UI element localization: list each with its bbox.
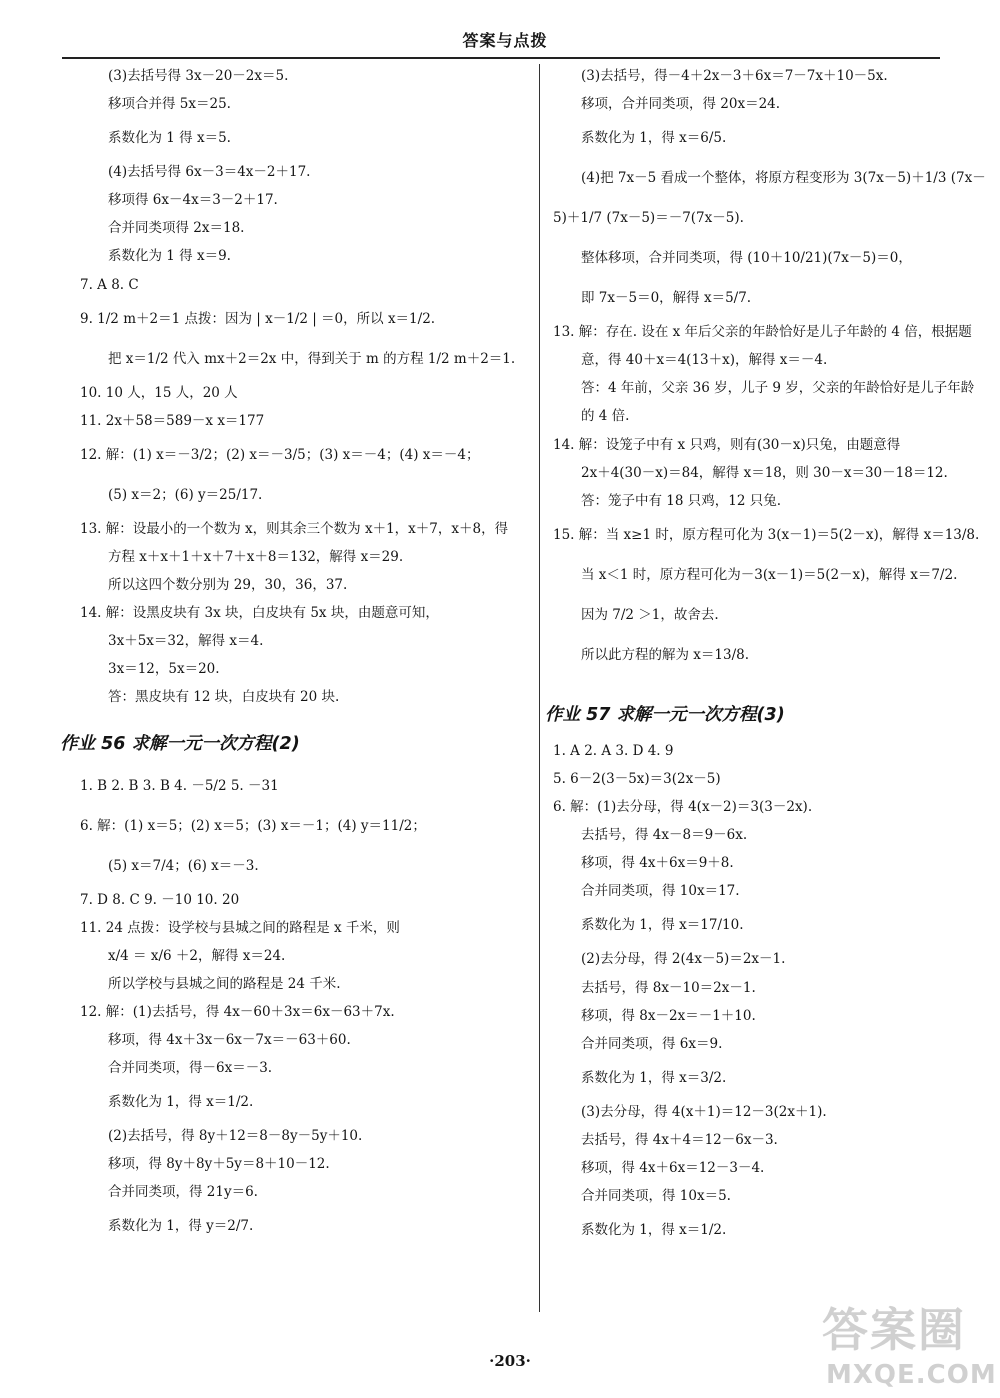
answer-line: 6. 解：(1) x＝5；(2) x＝5；(3) x＝－1；(4) y＝11/2； bbox=[80, 817, 426, 834]
answer-line: 15. 解：当 x≥1 时，原方程可化为 3(x－1)＝5(2－x)，解得 x＝13/8. bbox=[553, 526, 980, 543]
answer-line: 所以此方程的解为 x＝13/8. bbox=[581, 646, 750, 663]
answer-line: (2)去分母，得 2(4x－5)＝2x－1. bbox=[581, 951, 786, 968]
answer-line: 14. 解：设黑皮块有 3x 块，白皮块有 5x 块，由题意可知， bbox=[80, 605, 439, 622]
answer-line: 合并同类项，得－6x＝－3. bbox=[108, 1060, 273, 1077]
watermark-url: MXQE.COM bbox=[826, 1360, 997, 1390]
answer-line: 移项，得 8x－2x＝－1＋10. bbox=[581, 1007, 756, 1024]
answer-line: 方程 x＋x＋1＋x＋7＋x＋8＝132，解得 x＝29. bbox=[108, 548, 404, 565]
answer-line: 2x＋4(30－x)＝84，解得 x＝18，则 30－x＝30－18＝12. bbox=[581, 464, 948, 481]
answer-line: (2)去括号，得 8y＋12＝8－8y－5y＋10. bbox=[108, 1128, 363, 1145]
answer-line: 5)＋1/7 (7x－5)＝－7(7x－5). bbox=[553, 210, 744, 227]
answer-line: (4)把 7x－5 看成一个整体，将原方程变形为 3(7x－5)＋1/3 (7x－ bbox=[581, 170, 986, 187]
answer-line: 12. 解：(1)去括号，得 4x－60＋3x＝6x－63＋7x. bbox=[80, 1003, 395, 1020]
answer-line: 去括号，得 4x＋4＝12－6x－3. bbox=[581, 1131, 778, 1148]
answer-line: 合并同类项，得 6x＝9. bbox=[581, 1035, 723, 1052]
answer-line: 6. 解：(1)去分母，得 4(x－2)＝3(3－2x). bbox=[553, 799, 813, 816]
watermark-logo bbox=[800, 1303, 997, 1394]
answer-line: 移项合并得 5x＝25. bbox=[108, 96, 231, 113]
answer-line: 系数化为 1，得 x＝3/2. bbox=[581, 1069, 727, 1086]
column-divider bbox=[539, 64, 540, 1312]
answer-line: 合并同类项，得 10x＝5. bbox=[581, 1188, 731, 1205]
page-number: ·203· bbox=[489, 1352, 531, 1370]
answer-line: 12. 解：(1) x＝－3/2；(2) x＝－3/5；(3) x＝－4；(4) x＝－4； bbox=[80, 446, 480, 463]
answer-line: 系数化为 1 得 x＝9. bbox=[108, 248, 231, 265]
answer-line: 去括号，得 4x－8＝9－6x. bbox=[581, 827, 748, 844]
answer-line: 移项得 6x－4x＝3－2＋17. bbox=[108, 192, 278, 209]
page-header: 答案与点拨 bbox=[462, 31, 548, 50]
answer-line: 答：笼子中有 18 只鸡，12 只兔. bbox=[581, 492, 782, 509]
answer-line: 所以学校与县城之间的路程是 24 千米. bbox=[108, 975, 341, 992]
section-title-57: 作业 57 求解一元一次方程(3) bbox=[545, 704, 785, 725]
answer-line: (5) x＝2；(6) y＝25/17. bbox=[108, 486, 263, 503]
answer-line: 的 4 倍. bbox=[581, 408, 630, 425]
answer-line: 答：黑皮块有 12 块，白皮块有 20 块. bbox=[108, 689, 340, 706]
answer-line: 因为 7/2 ＞1，故舍去. bbox=[581, 606, 719, 623]
answer-line: 11. 24 点拨：设学校与县城之间的路程是 x 千米，则 bbox=[80, 919, 400, 936]
answer-line: 所以这四个数分别为 29，30，36，37. bbox=[108, 577, 348, 594]
answer-line: 系数化为 1，得 x＝1/2. bbox=[581, 1222, 727, 1239]
answer-line: 去括号，得 8x－10＝2x－1. bbox=[581, 979, 756, 996]
answer-line: 14. 解：设笼子中有 x 只鸡，则有(30－x)只兔，由题意得 bbox=[553, 436, 901, 453]
answer-line: 意，得 40＋x＝4(13＋x)，解得 x＝－4. bbox=[581, 352, 828, 369]
answer-line: 系数化为 1，得 x＝6/5. bbox=[581, 130, 727, 147]
answer-line: 13. 解：存在. 设在 x 年后父亲的年龄恰好是儿子年龄的 4 倍，根据题 bbox=[553, 324, 972, 341]
answer-line: 10. 10 人，15 人，20 人 bbox=[80, 384, 238, 401]
answer-line: 合并同类项，得 10x＝17. bbox=[581, 883, 740, 900]
answer-line: x/4 ＝ x/6 ＋2，解得 x＝24. bbox=[108, 947, 286, 964]
left-column bbox=[60, 62, 528, 1246]
answer-line: (3)去括号，得－4＋2x－3＋6x＝7－7x＋10－5x. bbox=[581, 68, 888, 84]
answer-line: 移项，合并同类项，得 20x＝24. bbox=[581, 96, 781, 113]
answer-line: 移项，得 4x＋6x＝12－3－4. bbox=[581, 1159, 765, 1176]
answer-line: 13. 解：设最小的一个数为 x，则其余三个数为 x＋1，x＋7，x＋8，得 bbox=[80, 520, 509, 537]
answer-line: 当 x＜1 时，原方程可化为－3(x－1)＝5(2－x)，解得 x＝7/2. bbox=[581, 566, 958, 583]
answer-line: 答：4 年前，父亲 36 岁，儿子 9 岁，父亲的年龄恰好是儿子年龄 bbox=[581, 380, 975, 397]
answer-line: 系数化为 1，得 y＝2/7. bbox=[108, 1218, 254, 1235]
answer-line: 3x＝12，5x＝20. bbox=[108, 661, 220, 678]
answer-line: 系数化为 1，得 x＝17/10. bbox=[581, 917, 744, 934]
answer-line: 11. 2x＋58＝589－x x＝177 bbox=[80, 412, 265, 429]
answer-line: 移项，得 4x＋6x＝9＋8. bbox=[581, 855, 734, 872]
answer-line: 整体移项，合并同类项，得 (10＋10/21)(7x－5)＝0， bbox=[581, 250, 912, 267]
section-title-56: 作业 56 求解一元一次方程(2) bbox=[60, 733, 300, 754]
right-column bbox=[545, 62, 986, 1250]
watermark-text: 答案圈 bbox=[822, 1303, 966, 1357]
answer-line: 7. D 8. C 9. －10 10. 20 bbox=[80, 891, 240, 908]
answer-line: 1. A 2. A 3. D 4. 9 bbox=[553, 742, 674, 759]
answer-line: 9. 1/2 m＋2＝1 点拨：因为 | x－1/2 | ＝0，所以 x＝1/2. bbox=[80, 310, 436, 327]
answer-line: 合并同类项，得 21y＝6. bbox=[108, 1184, 258, 1201]
header-rule bbox=[62, 57, 940, 59]
answer-line: 系数化为 1，得 x＝1/2. bbox=[108, 1094, 254, 1111]
answer-line: 5. 6－2(3－5x)＝3(2x－5) bbox=[553, 770, 721, 787]
answer-line: 3x＋5x＝32，解得 x＝4. bbox=[108, 633, 264, 650]
answer-line: 把 x＝1/2 代入 mx＋2＝2x 中，得到关于 m 的方程 1/2 m＋2＝1. bbox=[108, 350, 516, 367]
answer-line: (4)去括号得 6x－3＝4x－2＋17. bbox=[108, 164, 311, 181]
answer-line: 即 7x－5＝0，解得 x＝5/7. bbox=[581, 290, 752, 307]
answer-line: 系数化为 1 得 x＝5. bbox=[108, 130, 231, 147]
answer-line: 移项，得 4x＋3x－6x－7x＝－63＋60. bbox=[108, 1031, 351, 1048]
answer-line: 移项，得 8y＋8y＋5y＝8＋10－12. bbox=[108, 1156, 330, 1173]
answer-line: 1. B 2. B 3. B 4. －5/2 5. －31 bbox=[80, 777, 279, 794]
answer-line: 7. A 8. C bbox=[80, 276, 139, 293]
answer-line: (3)去括号得 3x－20－2x＝5. bbox=[108, 68, 289, 84]
answer-line: (3)去分母，得 4(x＋1)＝12－3(2x＋1). bbox=[581, 1103, 827, 1120]
answer-line: 合并同类项得 2x＝18. bbox=[108, 220, 245, 237]
answer-line: (5) x＝7/4；(6) x＝－3. bbox=[108, 857, 259, 874]
